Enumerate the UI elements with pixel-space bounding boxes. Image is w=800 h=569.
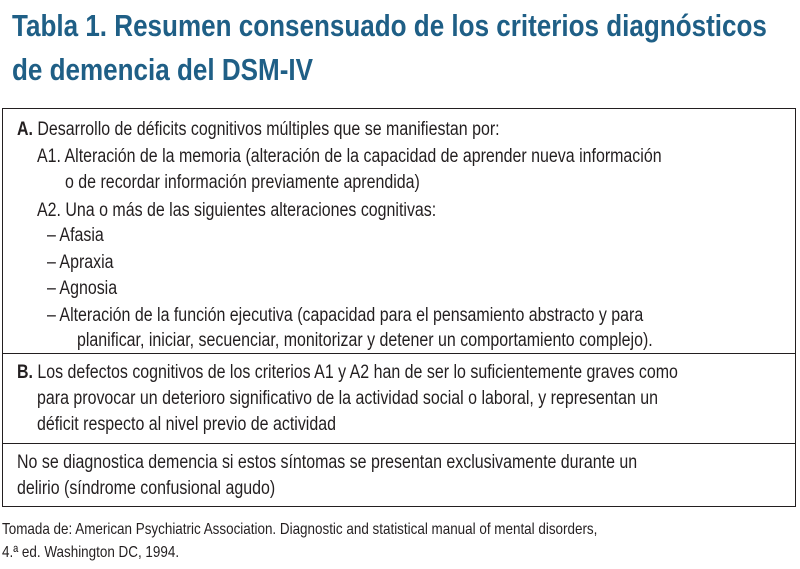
criterion-b-line-3: déficit respecto al nivel previo de actividad [37,414,336,435]
criteria-table [2,108,796,507]
criterion-a-label: A. [17,119,33,140]
criterion-b-line-2: para provocar un deterioro significativo de la actividad social o laboral, y representan un [37,388,659,409]
exclusion-note-line-2: delirio (síndrome confusional agudo) [17,478,276,499]
criterion-a2: A2. Una o más de las siguientes alteraciones cognitivas: [37,200,437,221]
source-footnote [2,518,597,564]
source-footnote-line-2: 4.ª ed. Washington DC, 1994. [2,544,180,561]
criterion-b-section [3,353,795,444]
table-title-line-2: de demencia del DSM-IV [12,52,313,87]
criterion-a-section [3,109,795,353]
criterion-a2-item-agnosia: – Agnosia [47,278,118,299]
criterion-a-heading [17,117,500,143]
source-footnote-line-1: Tomada de: American Psychiatric Association. Diagnostic and statistical manual of mental disorders, [2,521,598,538]
table-title [12,4,767,92]
criterion-b-label: B. [17,362,33,383]
criterion-a2-item-apraxia: – Apraxia [47,252,114,273]
criterion-a2-item-funcion-ejecutiva-line-1: – Alteración de la función ejecutiva (capacidad para el pensamiento abstracto y para [47,305,644,326]
criterion-a1-line-1: A1. Alteración de la memoria (alteración de la capacidad de aprender nueva información [37,146,662,167]
criterion-a2-item-afasia: – Afasia [47,225,104,246]
exclusion-note-line-1: No se diagnostica demencia si estos síntomas se presentan exclusivamente durante un [17,452,638,473]
criterion-a1-line-2: o de recordar información previamente aprendida) [65,172,420,193]
criterion-b-line-1 [17,360,678,386]
table-title-line-1: Tabla 1. Resumen consensuado de los criterios diagnósticos [12,8,767,43]
criterion-a2-item-funcion-ejecutiva-line-2: planificar, iniciar, secuenciar, monitorizar y detener un comportamiento complejo). [77,330,653,351]
criterion-b-text: Los defectos cognitivos de los criterios A1 y A2 han de ser lo suficientemente graves como [32,362,678,383]
exclusion-note-section [3,443,795,506]
criterion-a-text: Desarrollo de déficits cognitivos múltiples que se manifiestan por: [32,119,500,140]
